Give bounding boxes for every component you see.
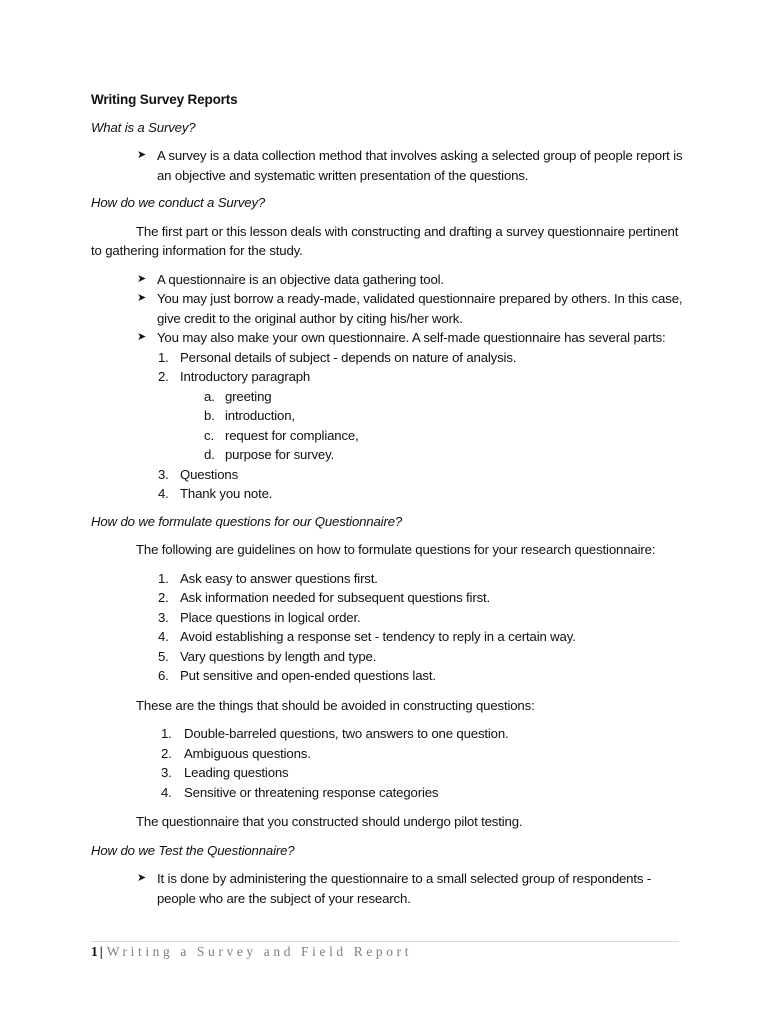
running-title: Writing a Survey and Field Report <box>106 944 413 959</box>
list-item: 5. Vary questions by length and type. <box>158 648 377 664</box>
list-item: ➤ A questionnaire is an objective data gathering tool. <box>91 270 691 290</box>
conduct-bullet-list <box>91 270 691 348</box>
page-number: 1 <box>91 944 98 959</box>
avoid-list <box>91 724 691 802</box>
intro-subparts-list <box>91 387 691 465</box>
list-item: ➤ You may also make your own questionnaire. A self-made questionnaire has several parts: <box>91 328 691 348</box>
list-item: 1. Personal details of subject - depends on nature of analysis. <box>158 349 517 365</box>
arrowhead-bullet-icon: ➤ <box>137 872 147 884</box>
list-item: 1. Double-barreled questions, two answers to one question. <box>161 726 509 741</box>
list-item: ➤ You may just borrow a ready-made, validated questionnaire prepared by others. In this case, give credit to the original author by citing his/her work. <box>137 291 683 326</box>
list-item: ➤ A survey is a data collection method that involves asking a selected group of people report is an objective and systematic written presentation of the questions. <box>137 148 683 183</box>
list-item: d. purpose for survey. <box>204 447 335 462</box>
list-item: 2. Introductory paragraph <box>158 369 311 384</box>
conduct-intro-paragraph: The first part or this lesson deals with constructing and drafting a survey questionnaire pertinent to gathering information for the study. <box>91 223 679 258</box>
document-title: Writing Survey Reports <box>91 92 238 107</box>
list-item: 3. Questions <box>158 466 239 482</box>
test-bullet-list <box>91 869 691 908</box>
arrowhead-bullet-icon: ➤ <box>137 149 147 161</box>
list-item: 2. Ask information needed for subsequent questions first. <box>158 590 491 605</box>
list-item: 6. Put sensitive and open-ended questions last. <box>158 668 436 683</box>
section-heading-formulate: How do we formulate questions for our Questionnaire? <box>91 513 403 529</box>
questionnaire-parts-list-continued <box>91 465 691 504</box>
avoid-intro-paragraph: These are the things that should be avoided in constructing questions: <box>136 697 535 713</box>
guidelines-list <box>91 569 691 686</box>
list-item: ➤ It is done by administering the questionnaire to a small selected group of respondents - people who are the subject of your research. <box>137 871 652 906</box>
pilot-testing-paragraph: The questionnaire that you constructed should undergo pilot testing. <box>136 814 523 829</box>
page-footer <box>91 941 679 960</box>
list-item: 3. Place questions in logical order. <box>158 609 361 625</box>
questionnaire-parts-list <box>91 348 691 387</box>
formulate-intro-paragraph: The following are guidelines on how to formulate questions for your research questionnaire: <box>136 542 656 557</box>
what-bullet-list <box>91 146 691 185</box>
list-item: 4. Avoid establishing a response set - tendency to reply in a certain way. <box>158 629 576 644</box>
list-item: 3. Leading questions <box>161 765 289 780</box>
section-heading-test: How do we Test the Questionnaire? <box>91 842 295 858</box>
section-heading-what: What is a Survey? <box>91 119 196 135</box>
arrowhead-bullet-icon: ➤ <box>137 331 147 343</box>
arrowhead-bullet-icon: ➤ <box>137 292 147 304</box>
list-item: a. greeting <box>204 388 272 404</box>
document-body <box>91 90 691 908</box>
list-item: 2. Ambiguous questions. <box>161 745 311 761</box>
list-item: 1. Ask easy to answer questions first. <box>158 570 378 586</box>
section-heading-conduct: How do we conduct a Survey? <box>91 195 266 210</box>
list-item: c. request for compliance, <box>204 427 359 443</box>
arrowhead-bullet-icon: ➤ <box>137 272 147 285</box>
list-item: b. introduction, <box>204 408 295 423</box>
list-item: 4. Sensitive or threatening response categories <box>161 784 439 800</box>
footer-separator: | <box>99 944 103 959</box>
list-item: 4. Thank you note. <box>158 486 273 501</box>
